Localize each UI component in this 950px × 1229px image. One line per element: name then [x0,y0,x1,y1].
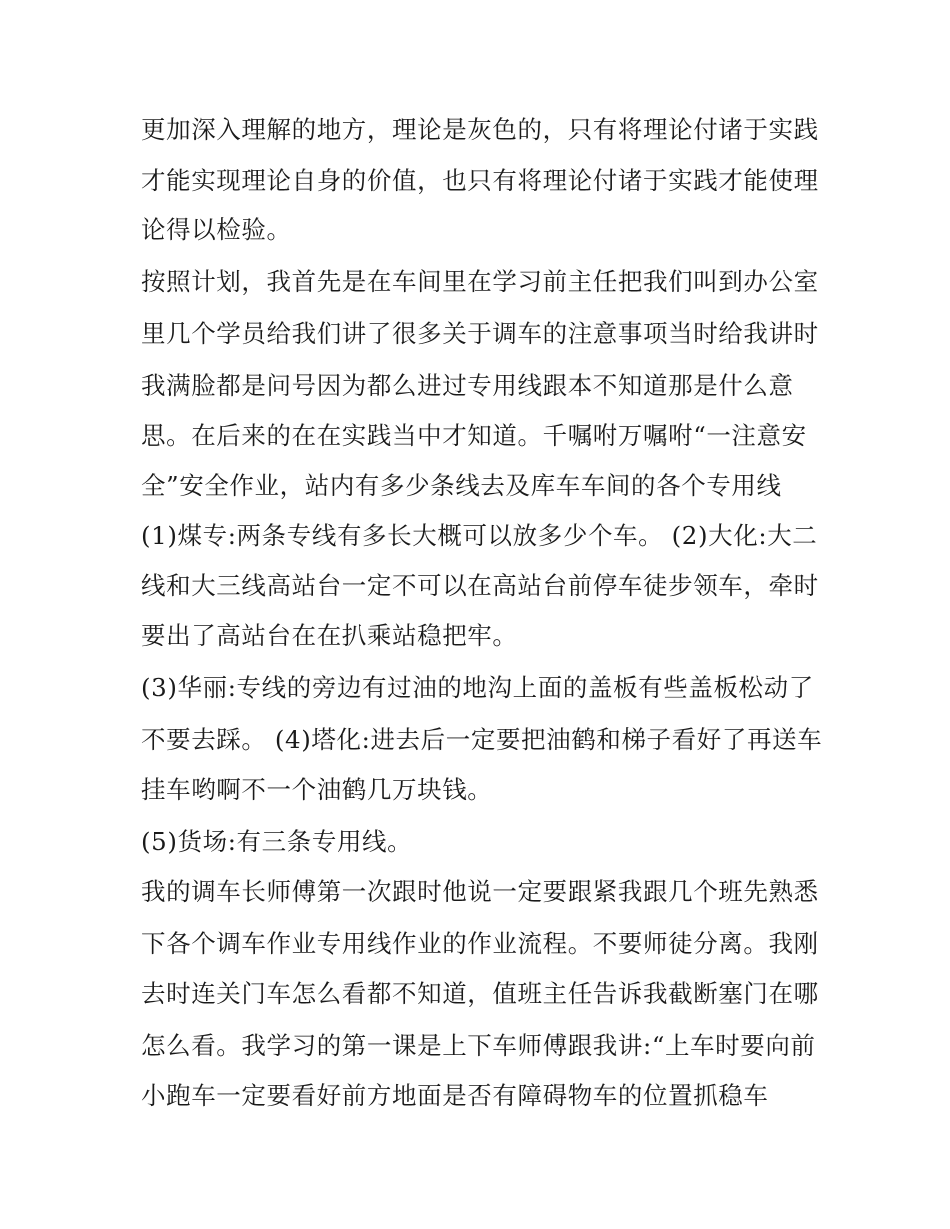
text-line-6: 我满脸都是问号因为都么进过专用线跟本不知道那是什么意 [141,371,794,400]
text-line-7: 思。在后来的在在实践当中才知道。千嘱咐万嘱咐“一注意安 [141,421,807,450]
text-line-19: 怎么看。我学习的第一课是上下车师傅跟我讲:“上车时要向前 [141,1031,816,1060]
text-line-4: 按照计划，我首先是在车间里在学习前主任把我们叫到办公室 [141,267,819,296]
text-line-14: 挂车哟啊不一个油鹤几万块钱。 [141,775,493,804]
text-line-15: (5)货场:有三条专用线。 [141,827,413,856]
text-line-18: 去时连关门车怎么看都不知道，值班主任告诉我截断塞门在哪 [141,979,819,1008]
text-line-5: 里几个学员给我们讲了很多关于调车的注意事项当时给我讲时 [141,319,819,348]
text-line-10: 线和大三线高站台一定不可以在高站台前停车徒步领车，牵时 [141,571,819,600]
text-line-12: (3)华丽:专线的旁边有过油的地沟上面的盖板有些盖板松动了 [141,673,814,702]
text-line-2: 才能实现理论自身的价值，也只有将理论付诸于实践才能使理 [141,166,819,195]
text-line-3: 论得以检验。 [141,215,292,244]
text-line-20: 小跑车一定要看好前方地面是否有障碍物车的位置抓稳车 [141,1081,769,1110]
text-line-17: 下各个调车作业专用线作业的作业流程。不要师徒分离。我刚 [141,929,819,958]
text-line-1: 更加深入理解的地方，理论是灰色的，只有将理论付诸于实践 [141,115,819,144]
text-line-11: 要出了高站台在在扒乘站稳把牢。 [141,621,518,650]
text-line-8: 全”安全作业，站内有多少条线去及库车车间的各个专用线 [141,471,782,500]
text-line-16: 我的调车长师傅第一次跟时他说一定要跟紧我跟几个班先熟悉 [141,877,819,906]
text-line-9: (1)煤专:两条专线有多长大概可以放多少个车。 (2)大化:大二 [141,521,818,550]
text-line-13: 不要去踩。 (4)塔化:进去后一定要把油鹤和梯子看好了再送车 [141,725,823,754]
